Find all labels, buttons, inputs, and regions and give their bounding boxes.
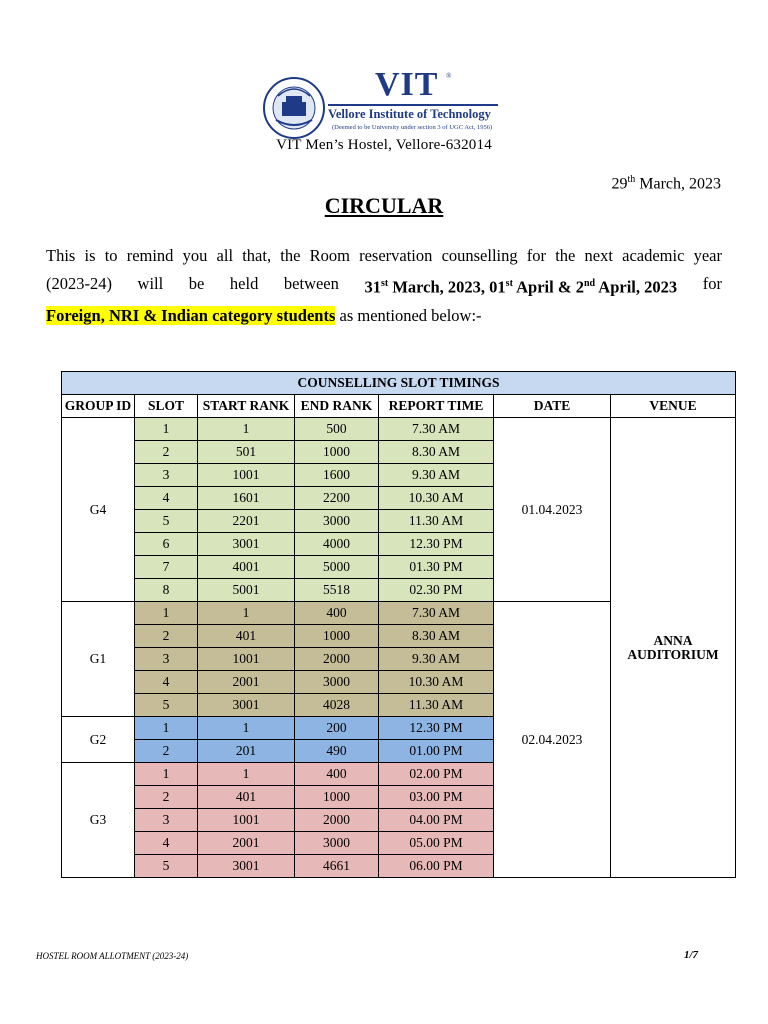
report-time-cell: 12.30 PM [379, 533, 494, 556]
report-time-cell: 12.30 PM [379, 717, 494, 740]
deemed-note: (Deemed to be University under section 3 of UGC Act, 1956) [332, 124, 493, 131]
start-rank-cell: 1 [198, 763, 295, 786]
slot-cell: 1 [135, 418, 198, 441]
body-line-2: (2023-24) will be held between 31st March, 2023, 01st April & 2nd April, 2023 for [46, 270, 722, 302]
end-rank-cell: 4000 [295, 533, 379, 556]
start-rank-cell: 3001 [198, 694, 295, 717]
logo-rule [328, 104, 498, 106]
report-time-cell: 04.00 PM [379, 809, 494, 832]
group-id-cell: G1 [62, 602, 135, 717]
end-rank-cell: 400 [295, 602, 379, 625]
start-rank-cell: 5001 [198, 579, 295, 602]
start-rank-cell: 3001 [198, 533, 295, 556]
report-time-cell: 8.30 AM [379, 625, 494, 648]
slot-cell: 4 [135, 671, 198, 694]
table-body [62, 418, 736, 878]
report-time-cell: 05.00 PM [379, 832, 494, 855]
report-time-cell: 02.00 PM [379, 763, 494, 786]
slot-cell: 6 [135, 533, 198, 556]
start-rank-cell: 4001 [198, 556, 295, 579]
slot-cell: 5 [135, 855, 198, 878]
start-rank-cell: 201 [198, 740, 295, 763]
header-end-rank: END RANK [295, 395, 379, 418]
circular-date: 29th March, 2023 [611, 174, 721, 193]
vit-wordmark: VIT [375, 66, 439, 103]
start-rank-cell: 3001 [198, 855, 295, 878]
start-rank-cell: 1001 [198, 464, 295, 487]
body-line-1: This is to remind you all that, the Room reservation counselling for the next academic year [46, 246, 722, 265]
end-rank-cell: 1600 [295, 464, 379, 487]
slot-cell: 5 [135, 694, 198, 717]
start-rank-cell: 1601 [198, 487, 295, 510]
start-rank-cell: 2001 [198, 671, 295, 694]
report-time-cell: 11.30 AM [379, 694, 494, 717]
header-date: DATE [494, 395, 611, 418]
body-line-3: Foreign, NRI & Indian category students as mentioned below:- [46, 305, 482, 325]
slot-cell: 2 [135, 786, 198, 809]
report-time-cell: 03.00 PM [379, 786, 494, 809]
end-rank-cell: 500 [295, 418, 379, 441]
date-cell: 01.04.2023 [494, 418, 611, 602]
slot-cell: 1 [135, 602, 198, 625]
header-report-time: REPORT TIME [379, 395, 494, 418]
end-rank-cell: 2200 [295, 487, 379, 510]
slot-cell: 7 [135, 556, 198, 579]
report-time-cell: 7.30 AM [379, 418, 494, 441]
highlighted-categories: Foreign, NRI & Indian category students [46, 305, 336, 325]
start-rank-cell: 401 [198, 625, 295, 648]
table-header-row [62, 395, 736, 418]
slot-cell: 1 [135, 717, 198, 740]
end-rank-cell: 2000 [295, 809, 379, 832]
group-id-cell: G2 [62, 717, 135, 763]
report-time-cell: 11.30 AM [379, 510, 494, 533]
start-rank-cell: 1 [198, 602, 295, 625]
header-start-rank: START RANK [198, 395, 295, 418]
report-time-cell: 10.30 AM [379, 487, 494, 510]
slot-cell: 2 [135, 740, 198, 763]
report-time-cell: 7.30 AM [379, 602, 494, 625]
start-rank-cell: 2001 [198, 832, 295, 855]
university-seal-icon [262, 76, 326, 140]
start-rank-cell: 1001 [198, 809, 295, 832]
circular-body [46, 242, 722, 330]
end-rank-cell: 1000 [295, 625, 379, 648]
start-rank-cell: 401 [198, 786, 295, 809]
slot-cell: 3 [135, 809, 198, 832]
report-time-cell: 9.30 AM [379, 648, 494, 671]
start-rank-cell: 1 [198, 717, 295, 740]
report-time-cell: 06.00 PM [379, 855, 494, 878]
start-rank-cell: 2201 [198, 510, 295, 533]
institute-name: Vellore Institute of Technology [328, 107, 491, 121]
slot-cell: 1 [135, 763, 198, 786]
report-time-cell: 01.00 PM [379, 740, 494, 763]
counselling-slot-table [61, 371, 736, 878]
footer-page-number: 1/7 [684, 949, 699, 961]
start-rank-cell: 1 [198, 418, 295, 441]
venue-line-2: AUDITORIUM [627, 646, 719, 662]
header-venue: VENUE [611, 395, 736, 418]
footer-doc-title: HOSTEL ROOM ALLOTMENT (2023-24) [36, 951, 189, 961]
end-rank-cell: 4028 [295, 694, 379, 717]
end-rank-cell: 1000 [295, 441, 379, 464]
venue-line-1: ANNA [653, 632, 693, 648]
counselling-dates: 31st March, 2023, 01st April & 2nd April, 2023 [364, 277, 678, 297]
end-rank-cell: 3000 [295, 671, 379, 694]
hostel-address: VIT Men’s Hostel, Vellore-632014 [276, 137, 492, 153]
report-time-cell: 01.30 PM [379, 556, 494, 579]
report-time-cell: 10.30 AM [379, 671, 494, 694]
end-rank-cell: 5000 [295, 556, 379, 579]
end-rank-cell: 2000 [295, 648, 379, 671]
slot-cell: 4 [135, 832, 198, 855]
group-id-cell: G4 [62, 418, 135, 602]
slot-cell: 3 [135, 464, 198, 487]
start-rank-cell: 1001 [198, 648, 295, 671]
group-id-cell: G3 [62, 763, 135, 878]
table-caption: COUNSELLING SLOT TIMINGS [62, 372, 736, 395]
date-cell: 02.04.2023 [494, 602, 611, 878]
registered-mark: ® [446, 72, 452, 80]
end-rank-cell: 4661 [295, 855, 379, 878]
end-rank-cell: 200 [295, 717, 379, 740]
report-time-cell: 02.30 PM [379, 579, 494, 602]
end-rank-cell: 400 [295, 763, 379, 786]
vit-logo [262, 66, 502, 138]
end-rank-cell: 490 [295, 740, 379, 763]
page-title: CIRCULAR [324, 193, 444, 218]
table-row [62, 418, 736, 441]
header-slot: SLOT [135, 395, 198, 418]
start-rank-cell: 501 [198, 441, 295, 464]
report-time-cell: 9.30 AM [379, 464, 494, 487]
slot-cell: 2 [135, 441, 198, 464]
end-rank-cell: 5518 [295, 579, 379, 602]
end-rank-cell: 3000 [295, 832, 379, 855]
slot-cell: 5 [135, 510, 198, 533]
end-rank-cell: 1000 [295, 786, 379, 809]
slot-cell: 4 [135, 487, 198, 510]
report-time-cell: 8.30 AM [379, 441, 494, 464]
venue-cell [611, 418, 736, 878]
slot-cell: 8 [135, 579, 198, 602]
slot-cell: 3 [135, 648, 198, 671]
header-group-id: GROUP ID [62, 395, 135, 418]
end-rank-cell: 3000 [295, 510, 379, 533]
slot-cell: 2 [135, 625, 198, 648]
